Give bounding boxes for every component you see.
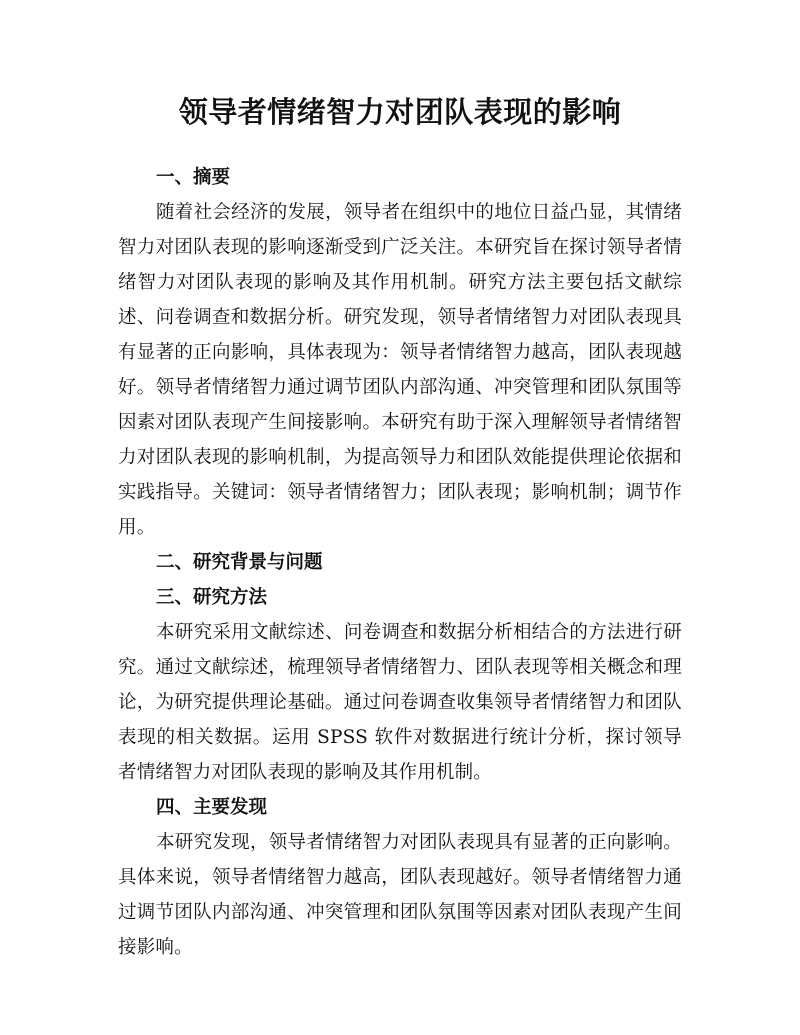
findings-paragraph: 本研究发现，领导者情绪智力对团队表现具有显著的正向影响。具体来说，领导者情绪智力越高，团队表现越好。领导者情绪智力通过调节团队内部沟通、冲突管理和团队氛围等因素对团队表现产生间接影响。 xyxy=(118,832,682,958)
document-title: 领导者情绪智力对团队表现的影响 xyxy=(178,95,622,129)
methods-paragraph: 本研究采用文献综述、问卷调查和数据分析相结合的方法进行研究。通过文献综述，梳理领导者情绪智力、团队表现等相关概念和理论，为研究提供理论基础。通过问卷调查收集领导者情绪智力和团队表现的相关数据。运用 SPSS 软件对数据进行统计分析，探讨领导者情绪智力对团队表现的影响及其作用机制。 xyxy=(118,622,682,783)
section-heading-findings: 四、主要发现 xyxy=(156,797,268,818)
section-heading-background: 二、研究背景与问题 xyxy=(156,552,323,573)
section-heading-methods: 三、研究方法 xyxy=(156,587,268,608)
section-heading-abstract: 一、摘要 xyxy=(156,167,231,188)
abstract-paragraph: 随着社会经济的发展，领导者在组织中的地位日益凸显，其情绪智力对团队表现的影响逐渐受到广泛关注。本研究旨在探讨领导者情绪智力对团队表现的影响及其作用机制。研究方法主要包括文献综述、问卷调查和数据分析。研究发现，领导者情绪智力对团队表现具有显著的正向影响，具体表现为：领导者情绪智力越高，团队表现越好。领导者情绪智力通过调节团队内部沟通、冲突管理和团队氛围等因素对团队表现产生间接影响。本研究有助于深入理解领导者情绪智力对团队表现的影响机制，为提高领导力和团队效能提供理论依据和实践指导。关键词：领导者情绪智力；团队表现；影响机制；调节作用。 xyxy=(118,202,682,538)
